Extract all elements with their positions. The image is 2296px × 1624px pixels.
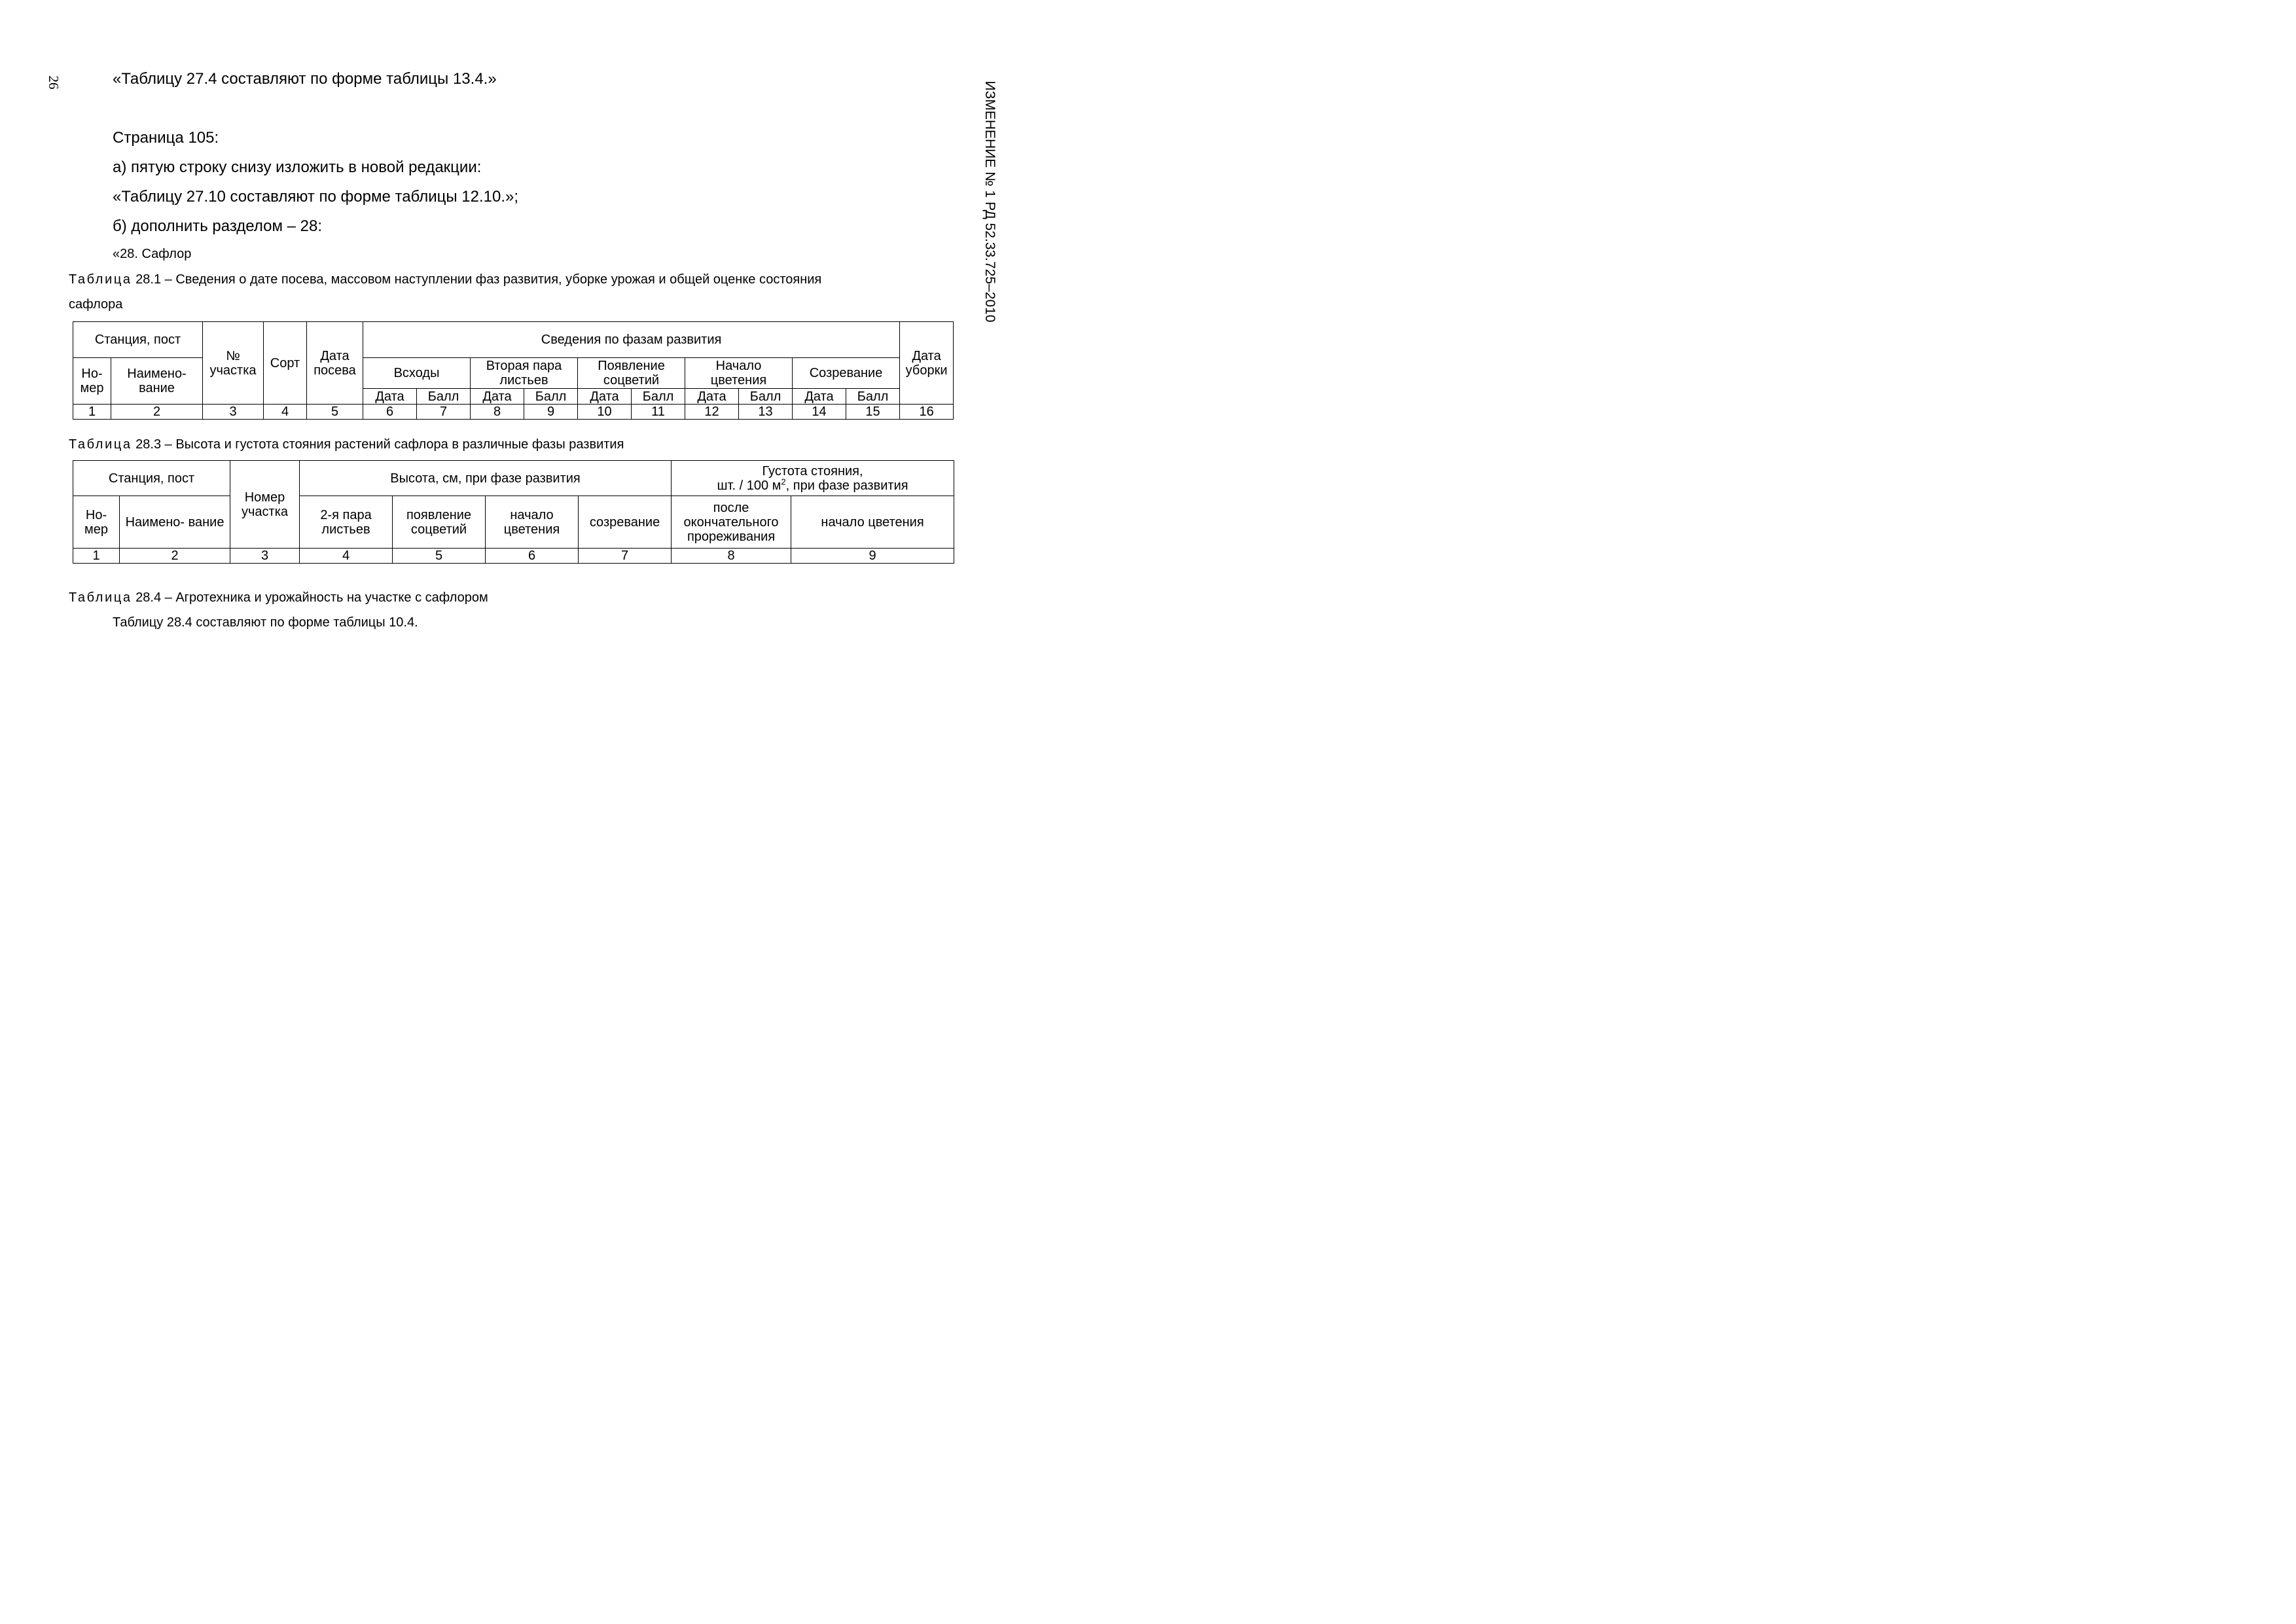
- t1-col-number: 10: [578, 405, 632, 420]
- t3-number-header: Но- мер: [73, 496, 120, 549]
- t3-phase-ripening: созревание: [579, 496, 672, 549]
- t1-col-number: 4: [264, 405, 307, 420]
- t1-col-number: 16: [900, 405, 954, 420]
- t1-phase-inflorescence: Появление соцветий: [578, 358, 685, 389]
- table4-note: Таблицу 28.4 составляют по форме таблицы 10.4.: [113, 615, 418, 630]
- text-line-4: «Таблицу 27.10 составляют по форме таблицы 12.10.»;: [113, 188, 519, 206]
- t1-sub-date: Дата: [363, 389, 417, 405]
- section-heading: «28. Сафлор: [113, 247, 192, 261]
- t3-density-sup: 2: [781, 476, 786, 486]
- t3-height-header: Высота, см, при фазе развития: [300, 461, 672, 496]
- table1-caption: [69, 272, 821, 287]
- table4-caption-label: Таблица: [69, 590, 132, 605]
- t1-col-number: 9: [524, 405, 578, 420]
- t1-sub-score: Балл: [632, 389, 685, 405]
- t1-col-number: 3: [203, 405, 264, 420]
- t3-density-header: [672, 461, 954, 496]
- t1-col-number: 6: [363, 405, 417, 420]
- table-28-3: [73, 460, 954, 564]
- t1-sub-date: Дата: [578, 389, 632, 405]
- table4-caption: [69, 590, 488, 605]
- page-number: 26: [46, 75, 62, 90]
- t1-harvest-date-header: Дата уборки: [900, 322, 954, 405]
- t3-col-number: 6: [486, 549, 579, 564]
- table4-caption-text: 28.4 – Агротехника и урожайность на участке с сафлором: [132, 590, 488, 605]
- document-side-title: ИЗМЕНЕНИЕ № 1 РД 52.33.725–2010: [982, 81, 997, 323]
- t3-col-number: 7: [579, 549, 672, 564]
- t3-density-flowering: начало цветения: [791, 496, 954, 549]
- t3-plot-header: Номер участка: [230, 461, 300, 549]
- t3-col-number: 5: [393, 549, 486, 564]
- t3-col-number: 8: [672, 549, 791, 564]
- t3-density-line2b: , при фазе развития: [785, 478, 908, 493]
- t1-col-number: 7: [417, 405, 471, 420]
- t1-variety-header: Сорт: [264, 322, 307, 405]
- t1-col-number: 5: [307, 405, 363, 420]
- t1-phase-emergence: Всходы: [363, 358, 471, 389]
- t3-phase-flowering: начало цветения: [486, 496, 579, 549]
- t1-col-number: 12: [685, 405, 739, 420]
- t1-col-number: 1: [73, 405, 111, 420]
- t3-phase-inflorescence: появление соцветий: [393, 496, 486, 549]
- table1-caption-label: Таблица: [69, 272, 132, 287]
- t1-col-number: 8: [471, 405, 524, 420]
- t1-plot-header: № участка: [203, 322, 264, 405]
- t1-col-number: 11: [632, 405, 685, 420]
- t1-phase-flowering: Начало цветения: [685, 358, 793, 389]
- text-line-3: а) пятую строку снизу изложить в новой редакции:: [113, 158, 482, 176]
- t1-sub-score: Балл: [524, 389, 578, 405]
- table3-caption: [69, 437, 624, 452]
- t1-sub-score: Балл: [739, 389, 793, 405]
- table3-caption-text: 28.3 – Высота и густота стояния растений сафлора в различные фазы развития: [132, 437, 624, 452]
- t3-density-line1: Густота стояния,: [762, 463, 863, 478]
- t3-name-header: Наимено- вание: [120, 496, 230, 549]
- t1-col-number: 14: [793, 405, 846, 420]
- text-line-1: «Таблицу 27.4 составляют по форме таблицы 13.4.»: [113, 70, 497, 88]
- t3-col-number: 3: [230, 549, 300, 564]
- table1-caption-text: 28.1 – Сведения о дате посева, массовом наступлении фаз развития, уборке урожая и общей оценке состояния: [132, 272, 822, 287]
- t1-col-number: 2: [111, 405, 203, 420]
- text-line-5: б) дополнить разделом – 28:: [113, 217, 323, 235]
- t1-sub-date: Дата: [685, 389, 739, 405]
- t1-phases-header: Сведения по фазам развития: [363, 322, 900, 358]
- t3-col-number: 4: [300, 549, 393, 564]
- t1-name-header: Наимено- вание: [111, 358, 203, 405]
- t3-density-after-thinning: после окончательного прореживания: [672, 496, 791, 549]
- t1-sub-date: Дата: [471, 389, 524, 405]
- table-28-1: [73, 321, 954, 420]
- t1-station-header: Станция, пост: [73, 322, 203, 358]
- t3-density-line2a: шт. / 100 м: [717, 478, 781, 493]
- t1-col-number: 13: [739, 405, 793, 420]
- t3-col-number: 9: [791, 549, 954, 564]
- t1-phase-ripening: Созревание: [793, 358, 900, 389]
- t3-col-number: 1: [73, 549, 120, 564]
- t1-sowing-date-header: Дата посева: [307, 322, 363, 405]
- t1-sub-date: Дата: [793, 389, 846, 405]
- t3-station-header: Станция, пост: [73, 461, 230, 496]
- t1-sub-score: Балл: [417, 389, 471, 405]
- t1-sub-score: Балл: [846, 389, 900, 405]
- t1-col-number: 15: [846, 405, 900, 420]
- t3-phase-second-leaves: 2-я пара листьев: [300, 496, 393, 549]
- t3-col-number: 2: [120, 549, 230, 564]
- table1-caption-continued: сафлора: [69, 297, 123, 312]
- t1-number-header: Но- мер: [73, 358, 111, 405]
- t1-phase-second-leaves: Вторая пара листьев: [471, 358, 578, 389]
- text-line-2: Страница 105:: [113, 129, 219, 147]
- table3-caption-label: Таблица: [69, 437, 132, 452]
